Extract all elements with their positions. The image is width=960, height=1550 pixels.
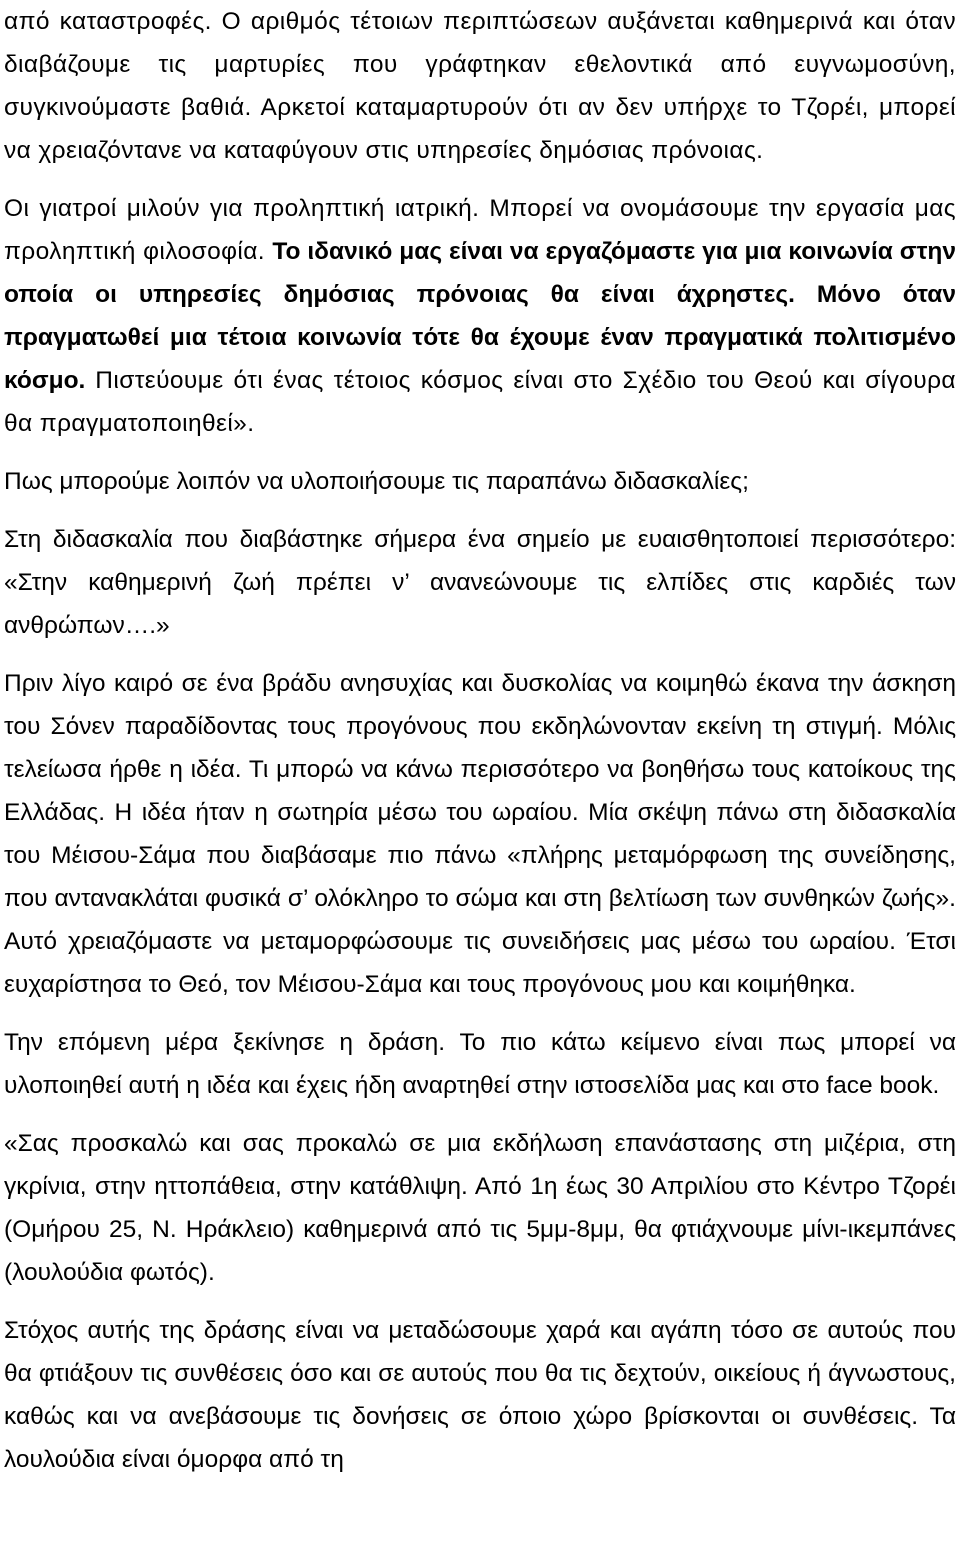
- document-page: [4, 0, 956, 1481]
- paragraph-4: Στη διδασκαλία που διαβάστηκε σήμερα ένα σημείο με ευαισθητοποιεί περισσότερο: «Στην καθημερινή ζωή πρέπει ν’ ανανεώνουμε τις ελπίδες στις καρδιές των ανθρώπων….»: [4, 526, 956, 639]
- paragraph-3: Πως μπορούμε λοιπόν να υλοποιήσουμε τις παραπάνω διδασκαλίες;: [4, 468, 749, 495]
- paragraph-2-bold: Το ιδανικό μας είναι να εργαζόμαστε για μια κοινωνία στην οποία οι υπηρεσίες δημόσιας πρόνοιας θα είναι άχρηστες. Μόνο όταν πραγματωθεί μια τέτοια κοινωνία τότε θα έχουμε έναν πραγματικά πολιτισμένο κόσμο.: [4, 238, 956, 394]
- paragraph-5: Πριν λίγο καιρό σε ένα βράδυ ανησυχίας και δυσκολίας να κοιμηθώ έκανα την άσκηση του Σόνεν παραδίδοντας τους προγόνους που εκδηλώνονταν εκείνη τη στιγμή. Μόλις τελείωσα ήρθε η ιδέα. Τι μπορώ να κάνω περισσότερο να βοηθήσω τους κατοίκους της Ελλάδας. Η ιδέα ήταν η σωτηρία μέσω του ωραίου. Μία σκέψη πάνω στη διδασκαλία του Μέισου-Σάμα που διαβάσαμε πιο πάνω «πλήρης μεταμόρφωση της συνείδησης, που αντανακλάται φυσικά σ’ ολόκληρο το σώμα και στη βελτίωση των συνθηκών ζωής». Αυτό χρειαζόμαστε να μεταμορφώσουμε τις συνειδήσεις μας μέσω του ωραίου. Έτσι ευχαρίστησα το Θεό, τον Μέισου-Σάμα και τους προγόνους μου και κοιμήθηκα.: [4, 670, 956, 998]
- paragraph-2-outro: Πιστεύουμε ότι ένας τέτοιος κόσμος είναι στο Σχέδιο του Θεού και σίγουρα θα πραγματοποιηθεί».: [4, 367, 956, 437]
- paragraph-2-intro: Οι γιατροί μιλούν για προληπτική ιατρική. Μπορεί να ονομάσουμε την εργασία μας προληπτική φιλοσοφία.: [4, 195, 956, 265]
- paragraph-8: Στόχος αυτής της δράσης είναι να μεταδώσουμε χαρά και αγάπη τόσο σε αυτούς που θα φτιάξουν τις συνθέσεις όσο και σε αυτούς που θα τις δεχτούν, οικείους ή άγνωστους, καθώς και να ανεβάσουμε τις δονήσεις σε όποιο χώρο βρίσκονται οι συνθέσεις. Τα λουλούδια είναι όμορφα από τη: [4, 1317, 956, 1473]
- paragraph-2: [4, 187, 956, 445]
- paragraph-1: από καταστροφές. Ο αριθμός τέτοιων περιπτώσεων αυξάνεται καθημερινά και όταν διαβάζουμε τις μαρτυρίες που γράφτηκαν εθελοντικά από ευγνωμοσύνη, συγκινούμαστε βαθιά. Αρκετοί καταμαρτυρούν ότι αν δεν υπήρχε το Τζορέι, μπορεί να χρειαζόντανε να καταφύγουν στις υπηρεσίες δημόσιας πρόνοιας.: [4, 8, 956, 164]
- paragraph-7: «Σας προσκαλώ και σας προκαλώ σε μια εκδήλωση επανάστασης στη μιζέρια, στη γκρίνια, στην ηττοπάθεια, στην κατάθλιψη. Από 1η έως 30 Απριλίου στο Κέντρο Τζορέι (Ομήρου 25, Ν. Ηράκλειο) καθημερινά από τις 5μμ-8μμ, θα φτιάχνουμε μίνι-ικεμπάνες (λουλούδια φωτός).: [4, 1130, 956, 1286]
- paragraph-6: Την επόμενη μέρα ξεκίνησε η δράση. Το πιο κάτω κείμενο είναι πως μπορεί να υλοποιηθεί αυτή η ιδέα και έχεις ήδη αναρτηθεί στην ιστοσελίδα μας και στο face book.: [4, 1029, 956, 1099]
